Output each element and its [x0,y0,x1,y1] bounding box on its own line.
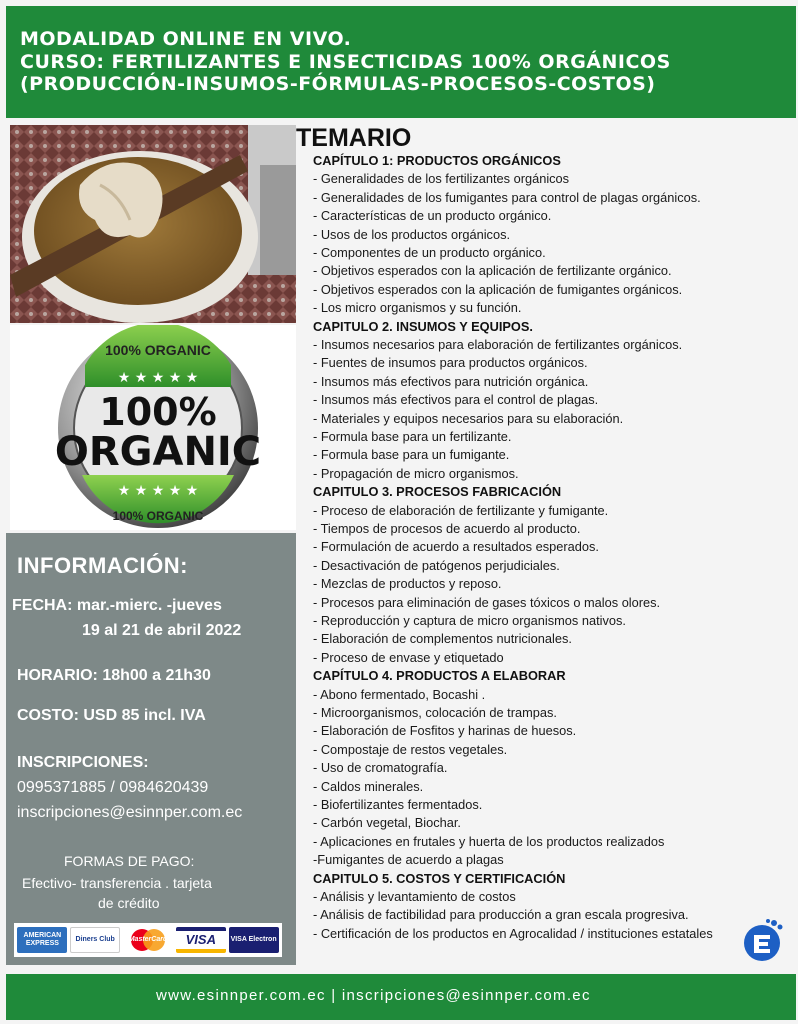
syllabus-item: - Objetivos esperados con la aplicación de fumigantes orgánicos. [313,281,683,297]
syllabus-item: - Insumos más efectivos para nutrición orgánica. [313,373,589,389]
syllabus-item: - Carbón vegetal, Biochar. [313,815,461,831]
syllabus-item: - Los micro organismos y su función. [313,300,522,316]
syllabus-item: - Análisis y levantamiento de costos [313,889,516,904]
syllabus-item: - Abono fermentado, Bocashi . [313,686,486,702]
header-banner [6,6,796,118]
chapter-heading: CAPÍTULO 4. PRODUCTOS A ELABORAR [313,668,566,684]
schedule: HORARIO: 18h00 a 21h30 [17,667,211,684]
syllabus-item: - Uso de cromatografía. [313,760,448,776]
chapter-heading: CAPÍTULO 1: PRODUCTOS ORGÁNICOS [313,153,561,168]
syllabus-item: - Compostaje de restos vegetales. [313,741,508,757]
syllabus-item: - Formula base para un fertilizante. [313,429,512,444]
svg-text:★ ★ ★ ★ ★: ★ ★ ★ ★ ★ [117,370,199,386]
payment-methods-line-2: de crédito [98,895,160,911]
syllabus-item: - Aplicaciones en frutales y huerta de los productos realizados [313,833,665,849]
fermentation-bucket-photo [10,125,296,323]
chapter-heading: CAPITULO 5. COSTOS Y CERTIFICACIÓN [313,870,566,886]
syllabus-item: - Análisis de factibilidad para producción a gran escala progresiva. [313,907,689,923]
syllabus-item: - Generalidades de los fertilizantes orgánicos [313,171,570,187]
chapter-heading: CAPITULO 2. INSUMOS Y EQUIPOS. [313,318,533,334]
syllabus-item: - Tiempos de procesos de acuerdo al producto. [313,521,581,536]
syllabus-item: - Elaboración de Fosfitos y harinas de huesos. [313,723,577,739]
syllabus-item: - Biofertilizantes fermentados. [313,797,483,812]
registration-phones: 0995371885 / 0984620439 [17,779,209,796]
date-days: FECHA: mar.-mierc. -jueves [12,597,222,614]
syllabus-item: - Mezclas de productos y reposo. [313,576,502,592]
syllabus-item: - Objetivos esperados con la aplicación de fertilizante orgánico. [313,263,672,279]
price: COSTO: USD 85 incl. IVA [17,707,206,724]
mastercard-label: MasterCard [128,936,168,943]
info-heading: INFORMACIÓN: [17,553,188,578]
syllabus-title: TEMARIO [296,124,412,152]
header-course-title: CURSO: FERTILIZANTES E INSECTICIDAS 100% ORGÁNICOS [20,51,671,73]
syllabus-item: - Insumos más efectivos para el control de plagas. [313,392,599,408]
esinnper-logo-icon [740,915,786,965]
payment-methods-label: FORMAS DE PAGO: [64,853,195,869]
american-express-card-icon: AMERICAN EXPRESS [17,927,67,953]
footer-bar [6,974,796,1020]
syllabus-item: - Proceso de elaboración de fertilizante y fumigante. [313,502,609,518]
syllabus-item: - Usos de los productos orgánicos. [313,226,511,242]
footer-contact: www.esinnper.com.ec | inscripciones@esinnper.com.ec [156,987,591,1004]
syllabus-item: -Fumigantes de acuerdo a plagas [313,852,504,868]
visa-card-icon: VISA [176,927,226,953]
syllabus-item: - Caldos minerales. [313,778,424,794]
chapter-heading: CAPITULO 3. PROCESOS FABRICACIÓN [313,484,562,500]
syllabus-item: - Certificación de los productos en Agrocalidad / instituciones estatales [313,925,713,941]
syllabus-item: - Componentes de un producto orgánico. [313,245,546,260]
syllabus-item: - Características de un producto orgánico. [313,208,552,224]
syllabus-item: - Elaboración de complementos nutricionales. [313,631,572,647]
info-panel [6,533,296,965]
mastercard-card-icon [123,927,173,953]
syllabus-item: - Formulación de acuerdo a resultados esperados. [313,539,599,555]
syllabus-item: - Propagación de micro organismos. [313,465,519,481]
svg-text:★ ★ ★ ★ ★: ★ ★ ★ ★ ★ [117,483,199,499]
syllabus-item: - Materiales y equipos necesarios para su elaboración. [313,410,624,426]
syllabus-item: - Procesos para eliminación de gases tóxicos o malos olores. [313,594,661,610]
registration-label: INSCRIPCIONES: [17,754,149,771]
organic-badge [10,325,296,530]
payment-methods-line: Efectivo- transferencia . tarjeta [22,875,212,891]
syllabus-item: - Fuentes de insumos para productos orgánicos. [313,355,588,371]
visa-electron-card-icon: VISA Electron [229,927,279,953]
syllabus-item: - Generalidades de los fumigantes para control de plagas orgánicos. [313,189,701,205]
syllabus-item: - Microorganismos, colocación de trampas. [313,705,557,720]
syllabus-item: - Desactivación de patógenos perjudiciales. [313,557,560,573]
header-modality: MODALIDAD ONLINE EN VIVO. [20,28,352,50]
header-course-topics: (PRODUCCIÓN-INSUMOS-FÓRMULAS-PROCESOS-COSTOS) [20,73,656,95]
registration-email: inscripciones@esinnper.com.ec [17,804,243,821]
syllabus-item: - Formula base para un fumigante. [313,447,510,463]
diners-club-card-icon: Diners Club [70,927,120,953]
date-range: 19 al 21 de abril 2022 [82,622,242,639]
syllabus-item: - Reproducción y captura de micro organismos nativos. [313,613,626,628]
badge-top-text: 100% ORGANIC [105,342,211,358]
syllabus-item: - Insumos necesarios para elaboración de fertilizantes orgánicos. [313,337,683,352]
badge-main-organic: ORGANIC [54,429,262,475]
badge-bottom-text: 100% ORGANIC [112,509,204,523]
payment-cards [14,923,282,957]
badge-main-percent: 100% [99,390,217,434]
syllabus-item: - Proceso de envase y etiquetado [313,649,504,665]
